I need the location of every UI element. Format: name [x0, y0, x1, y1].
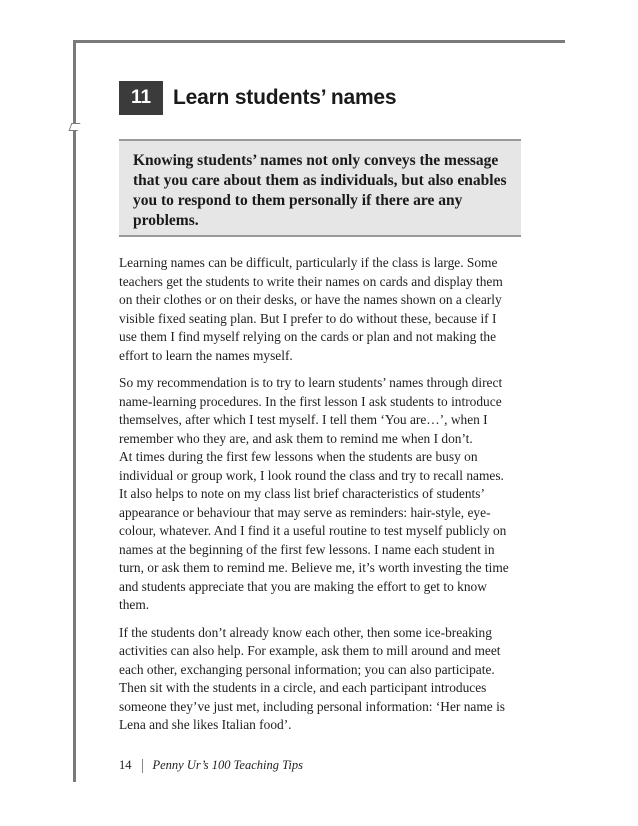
- body-line: name-learning procedures. In the first lesson I ask students to introduce: [119, 393, 502, 409]
- book-title: Penny Ur’s 100 Teaching Tips: [152, 758, 303, 772]
- page-frame-notch: [69, 123, 81, 131]
- tip-number-badge: 11: [119, 81, 163, 115]
- body-line: someone they’ve just met, including personal information: ‘Her name is: [119, 698, 506, 714]
- body-line: visible fixed seating plan. But I prefer to do without these, because if I: [119, 310, 497, 326]
- body-line: It also helps to note on my class list brief characteristics of students’: [119, 486, 485, 501]
- body-paragraph: [119, 624, 523, 735]
- body-line: appearance or behaviour that may serve as reminders: hair-style, eye-: [119, 504, 491, 520]
- body-line: effort to learn the names myself.: [119, 347, 293, 363]
- body-line: At times during the first few lessons when the students are busy on: [119, 449, 478, 464]
- body-line: turn, or ask them to remind me. Believe me, it’s worth investing the time: [119, 560, 509, 575]
- page-footer: [119, 758, 303, 773]
- page-frame-top: [73, 40, 565, 43]
- body-line: teachers get the students to write their names on cards and display them: [119, 273, 503, 289]
- body-text: [119, 254, 523, 744]
- body-line: Lena and she likes Italian food’.: [119, 717, 292, 732]
- body-line: on their clothes or on their desks, or have the names shown on a clearly: [119, 292, 502, 307]
- body-line: each other, exchanging personal information; you can also participate.: [119, 661, 495, 677]
- tip-title: Learn students’ names: [173, 86, 397, 109]
- page-number: 14: [119, 758, 132, 772]
- body-line: remember who they are, and ask them to remind me when I don’t.: [119, 430, 473, 446]
- body-paragraph: [119, 254, 523, 365]
- body-line: Then sit with the students in a circle, and each participant introduces: [119, 680, 487, 695]
- summary-callout: [119, 139, 521, 237]
- page-frame-left: [73, 40, 76, 782]
- footer-separator: [142, 759, 143, 773]
- body-line: and students appreciate that you are making the effort to get to know: [119, 578, 487, 594]
- summary-text: Knowing students’ names not only conveys the message that you care about them as individuals, but also enables you to respond to them personally if there are any problems.: [133, 152, 507, 229]
- body-line: So my recommendation is to try to learn students’ names through direct: [119, 375, 503, 390]
- body-line: themselves, after which I test myself. I tell them ‘You are…’, when I: [119, 412, 488, 427]
- body-line: them.: [119, 597, 150, 612]
- body-line: names at the beginning of the first few lessons. I name each student in: [119, 541, 495, 557]
- body-line: colour, whatever. And I find it a useful routine to test myself publicly on: [119, 523, 507, 538]
- body-paragraph: [119, 374, 523, 615]
- body-line: activities can also help. For example, ask them to mill around and meet: [119, 643, 501, 658]
- tip-heading: [119, 80, 396, 116]
- body-line: If the students don’t already know each other, then some ice-breaking: [119, 624, 492, 640]
- body-line: use them I find myself relying on the cards or plan and not making the: [119, 329, 497, 344]
- body-line: individual or group work, I look round the class and try to recall names.: [119, 467, 504, 483]
- body-line: Learning names can be difficult, particularly if the class is large. Some: [119, 255, 498, 270]
